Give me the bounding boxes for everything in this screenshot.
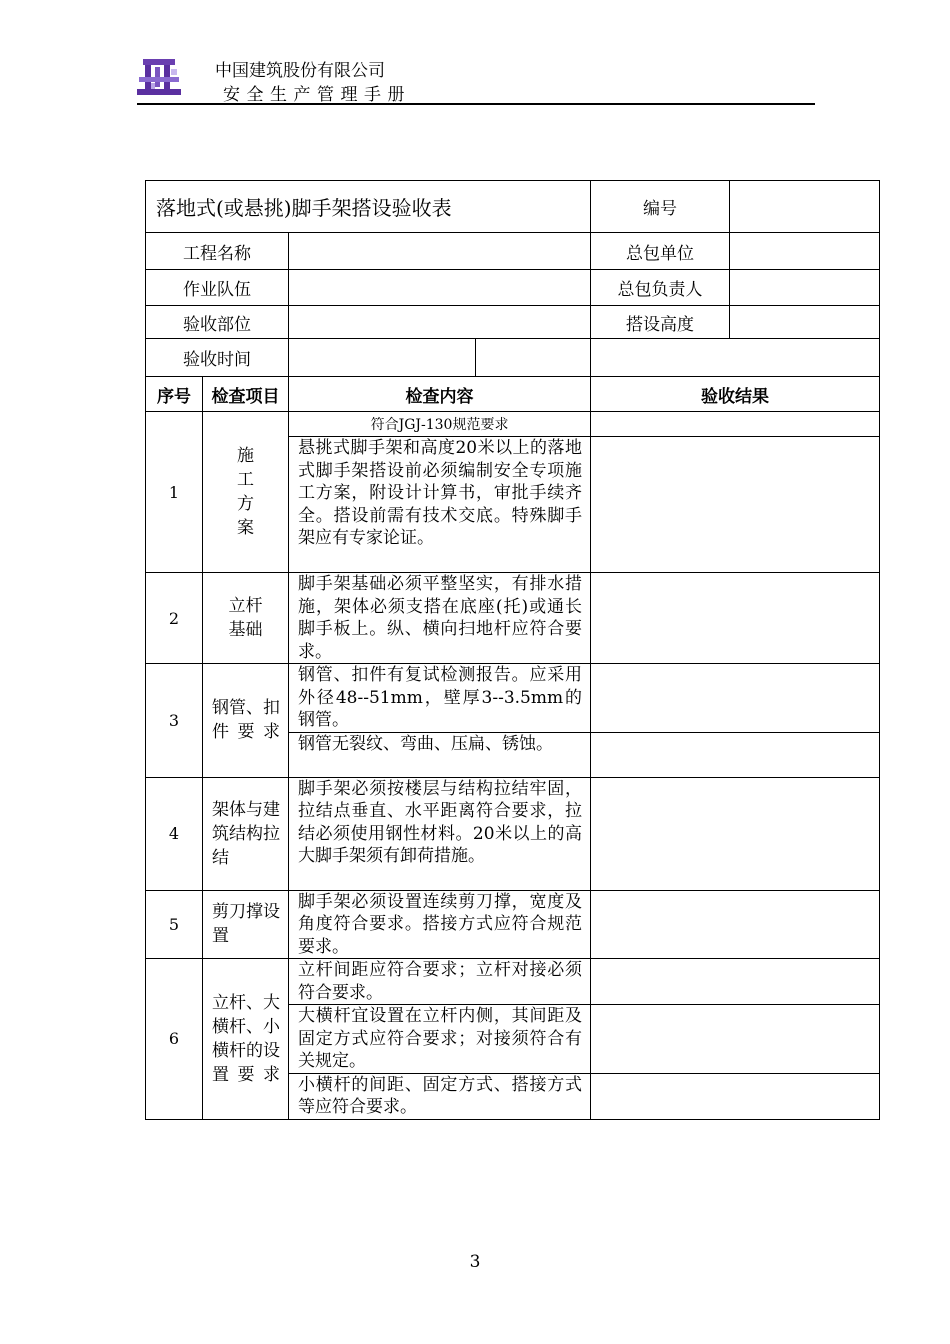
row-1-item: 施工方案 xyxy=(203,412,289,573)
row-6-result-1[interactable] xyxy=(591,959,880,1005)
row-6-result-3[interactable] xyxy=(591,1073,880,1119)
form-title: 落地式(或悬挑)脚手架搭设验收表 xyxy=(146,181,591,233)
contractor-manager-field[interactable] xyxy=(730,270,880,306)
row-4-content-1: 脚手架必须按楼层与结构拉结牢固，拉结点垂直、水平距离符合要求，拉结必须使用钢性材料。20米以上的高大脚手架须有卸荷措施。 xyxy=(289,777,591,890)
row-6-item: 立杆、大横杆、小横杆的设置要求 xyxy=(203,959,289,1120)
row-6-content-2: 大横杆宜设置在立杆内侧，其间距及固定方式应符合要求；对接须符合有关规定。 xyxy=(289,1005,591,1074)
col-seq-header: 序号 xyxy=(146,377,203,412)
row-3-content-1: 钢管、扣件有复试检测报告。应采用外径48--51mm，壁厚3--3.5mm的钢管。 xyxy=(289,664,591,733)
row-5-content-1: 脚手架必须设置连续剪刀撑，宽度及角度符合要求。搭接方式应符合规范要求。 xyxy=(289,890,591,959)
row-2-item: 立杆基础 xyxy=(203,573,289,664)
general-contractor-label: 总包单位 xyxy=(591,233,730,270)
row-4-item: 架体与建筑结构拉结 xyxy=(203,777,289,890)
page-number: 3 xyxy=(469,1252,481,1272)
manual-title: 安全生产管理手册 xyxy=(223,85,411,105)
row-5-result-1[interactable] xyxy=(591,890,880,959)
row-6-seq: 6 xyxy=(146,959,203,1120)
row-2-seq: 2 xyxy=(146,573,203,664)
work-team-label: 作业队伍 xyxy=(146,270,289,306)
contractor-manager-label: 总包负责人 xyxy=(591,270,730,306)
project-name-field[interactable] xyxy=(289,233,591,270)
row-6-result-2[interactable] xyxy=(591,1005,880,1074)
inspection-part-field[interactable] xyxy=(289,306,591,339)
company-logo xyxy=(137,57,181,97)
row-3-item: 钢管、扣件要求 xyxy=(203,664,289,778)
col-content-header: 检查内容 xyxy=(289,377,591,412)
col-item-header: 检查项目 xyxy=(203,377,289,412)
row-4-result-1[interactable] xyxy=(591,777,880,890)
row-3-content-2: 钢管无裂纹、弯曲、压扁、锈蚀。 xyxy=(289,732,591,777)
row-1-result-2[interactable] xyxy=(591,437,880,573)
row-2-content-1: 脚手架基础必须平整坚实，有排水措施，架体必须支搭在底座(托)或通长脚手板上。纵、横向扫地杆应符合要求。 xyxy=(289,573,591,664)
number-label: 编号 xyxy=(591,181,730,233)
work-team-field[interactable] xyxy=(289,270,591,306)
row-3-result-2[interactable] xyxy=(591,732,880,777)
acceptance-form xyxy=(145,180,880,1120)
row-1-result-1[interactable] xyxy=(591,412,880,437)
row-6-content-1: 立杆间距应符合要求；立杆对接必须符合要求。 xyxy=(289,959,591,1005)
erection-height-label: 搭设高度 xyxy=(591,306,730,339)
row-5-seq: 5 xyxy=(146,890,203,959)
project-name-label: 工程名称 xyxy=(146,233,289,270)
row-3-result-1[interactable] xyxy=(591,664,880,733)
row-4-seq: 4 xyxy=(146,777,203,890)
row-1-content-1: 符合JGJ-130规范要求 xyxy=(289,412,591,437)
row-5-item: 剪刀撑设置 xyxy=(203,890,289,959)
col-result-header: 验收结果 xyxy=(591,377,880,412)
company-name: 中国建筑股份有限公司 xyxy=(215,61,385,81)
row-3-seq: 3 xyxy=(146,664,203,778)
general-contractor-field[interactable] xyxy=(730,233,880,270)
row-2-result-1[interactable] xyxy=(591,573,880,664)
inspection-time-field[interactable] xyxy=(289,339,476,377)
number-field[interactable] xyxy=(730,181,880,233)
row-1-content-2: 悬挑式脚手架和高度20米以上的落地式脚手架搭设前必须编制安全专项施工方案，附设计计算书，审批手续齐全。搭设前需有技术交底。特殊脚手架应有专家论证。 xyxy=(289,437,591,573)
header-divider xyxy=(137,103,815,105)
row-6-content-3: 小横杆的间距、固定方式、搭接方式等应符合要求。 xyxy=(289,1073,591,1119)
erection-height-field[interactable] xyxy=(730,306,880,339)
inspection-time-extra[interactable] xyxy=(591,339,880,377)
inspection-time-label: 验收时间 xyxy=(146,339,289,377)
row-1-seq: 1 xyxy=(146,412,203,573)
inspection-part-label: 验收部位 xyxy=(146,306,289,339)
